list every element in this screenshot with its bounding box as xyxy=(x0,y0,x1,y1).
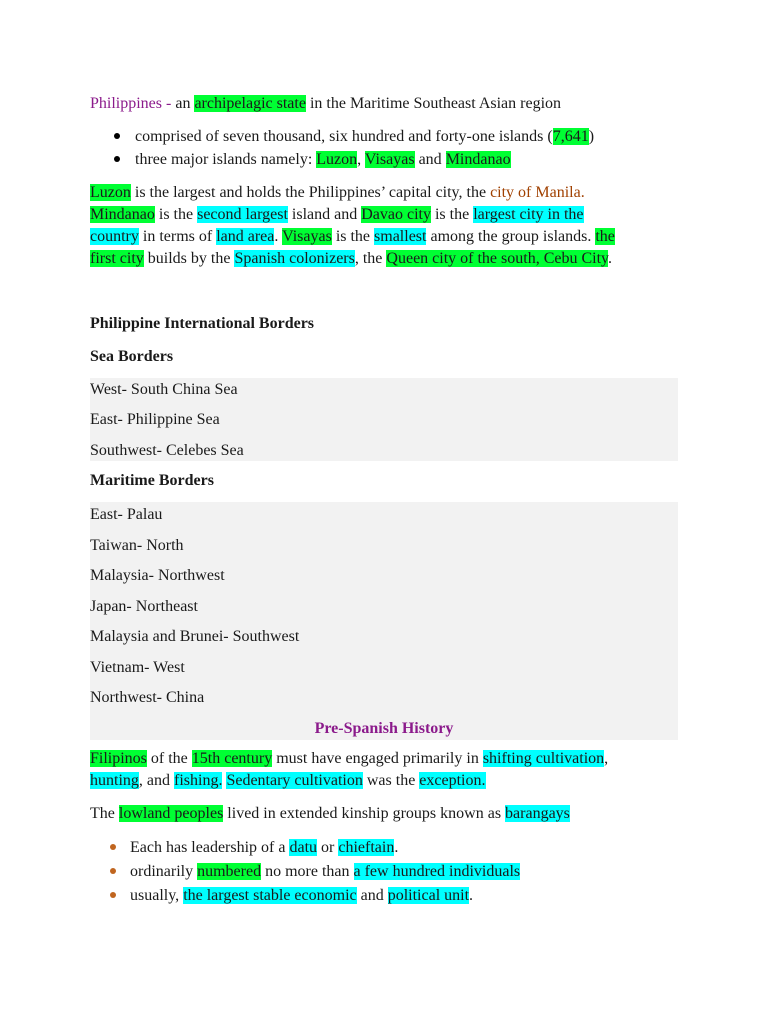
highlight-chieftain: chieftain xyxy=(338,839,395,856)
bullet-dot-icon xyxy=(110,868,116,874)
highlight-first-city: first city xyxy=(90,250,144,267)
list-item: Vietnam- West xyxy=(90,659,185,676)
highlight-luzon: Luzon xyxy=(316,151,358,168)
highlight-second-largest: second largest xyxy=(197,206,288,223)
highlight-the: the xyxy=(595,228,615,245)
highlight-luzon: Luzon xyxy=(90,184,131,201)
list-item: West- South China Sea xyxy=(90,381,238,398)
highlight-exception: exception. xyxy=(419,772,486,789)
maritime-borders-heading: Maritime Borders xyxy=(90,472,214,489)
bullet-dot-icon xyxy=(110,844,116,850)
sea-borders-heading: Sea Borders xyxy=(90,348,174,365)
highlight-datu: datu xyxy=(289,839,318,856)
highlight-davao-city: Davao city xyxy=(361,206,431,223)
list-item: Southwest- Celebes Sea xyxy=(90,442,244,459)
intro-line: Philippines - an archipelagic state in the Maritime Southeast Asian region xyxy=(90,95,562,112)
list-item: Malaysia and Brunei- Southwest xyxy=(90,628,300,645)
highlight-few-hundred: a few hundred individuals xyxy=(353,863,521,880)
highlight-visayas: Visayas xyxy=(282,228,332,245)
bullet-dot-icon xyxy=(114,156,120,162)
list-item: Japan- Northeast xyxy=(90,598,198,615)
highlight-country: country xyxy=(90,228,139,245)
highlight-hunting: hunting xyxy=(90,772,139,789)
bullet-dot-icon xyxy=(110,892,116,898)
list-item: East- Philippine Sea xyxy=(90,411,220,428)
history-para1-line1: Filipinos of the 15th century must have engaged primarily in shifting cultivation, xyxy=(90,750,609,767)
list-item: Malaysia- Northwest xyxy=(90,567,225,584)
highlight-queen-city: Queen city of the south, Cebu City xyxy=(386,250,608,267)
bullet-dot-icon xyxy=(114,133,120,139)
list-item: Northwest- China xyxy=(90,689,205,706)
highlight-15th-century: 15th century xyxy=(191,750,273,767)
para1-line4: first city builds by the Spanish colonizers, the Queen city of the south, Cebu City. xyxy=(90,250,612,267)
highlight-largest-stable-economic: the largest stable economic xyxy=(183,887,357,904)
highlight-filipinos: Filipinos xyxy=(90,750,147,767)
highlight-numbered: numbered xyxy=(197,863,262,880)
highlight-political-unit: political unit xyxy=(387,887,470,904)
borders-heading: Philippine International Borders xyxy=(90,315,315,332)
para1-line2: Mindanao is the second largest island and Davao city is the largest city in the xyxy=(90,206,584,223)
highlight-land-area: land area xyxy=(216,228,275,245)
highlight-archipelagic-state: archipelagic state xyxy=(194,95,306,112)
intro-term: Philippines - xyxy=(90,95,172,112)
highlight-sedentary-cultivation: Sedentary cultivation xyxy=(226,772,363,789)
history-para1-line2: hunting, and fishing. Sedentary cultivation was the exception. xyxy=(90,772,486,789)
list-item: Taiwan- North xyxy=(90,537,184,554)
list-item: East- Palau xyxy=(90,506,163,523)
highlight-7641: 7,641 xyxy=(552,128,589,145)
highlight-fishing: fishing. xyxy=(174,772,223,789)
history-bullet-leadership: Each has leadership of a datu or chieftain. xyxy=(130,839,399,856)
history-heading: Pre-Spanish History xyxy=(314,720,454,737)
history-bullet-usually: usually, the largest stable economic and political unit. xyxy=(130,887,474,904)
highlight-barangays: barangays xyxy=(505,805,570,822)
highlight-mindanao: Mindanao xyxy=(445,151,511,168)
para1-line1: Luzon is the largest and holds the Philippines’ capital city, the city of Manila. xyxy=(90,184,585,201)
highlight-visayas: Visayas xyxy=(364,151,415,168)
highlight-smallest: smallest xyxy=(374,228,427,245)
bullet-item-major-islands: three major islands namely: Luzon, Visayas and Mindanao xyxy=(135,151,511,168)
highlight-largest-city: largest city in the xyxy=(473,206,584,223)
para1-line3: country in terms of land area. Visayas is the smallest among the group islands. the xyxy=(90,228,615,245)
city-of-manila: city of Manila xyxy=(490,184,581,201)
highlight-spanish-colonizers: Spanish colonizers xyxy=(234,250,355,267)
history-para2: The lowland peoples lived in extended kinship groups known as barangays xyxy=(90,805,570,822)
highlight-mindanao: Mindanao xyxy=(90,206,155,223)
history-bullet-numbered: ordinarily numbered no more than a few hundred individuals xyxy=(130,863,521,880)
bullet-item-islands: comprised of seven thousand, six hundred and forty-one islands (7,641) xyxy=(135,128,595,145)
highlight-lowland-peoples: lowland peoples xyxy=(118,805,224,822)
highlight-shifting-cultivation: shifting cultivation xyxy=(482,750,605,767)
